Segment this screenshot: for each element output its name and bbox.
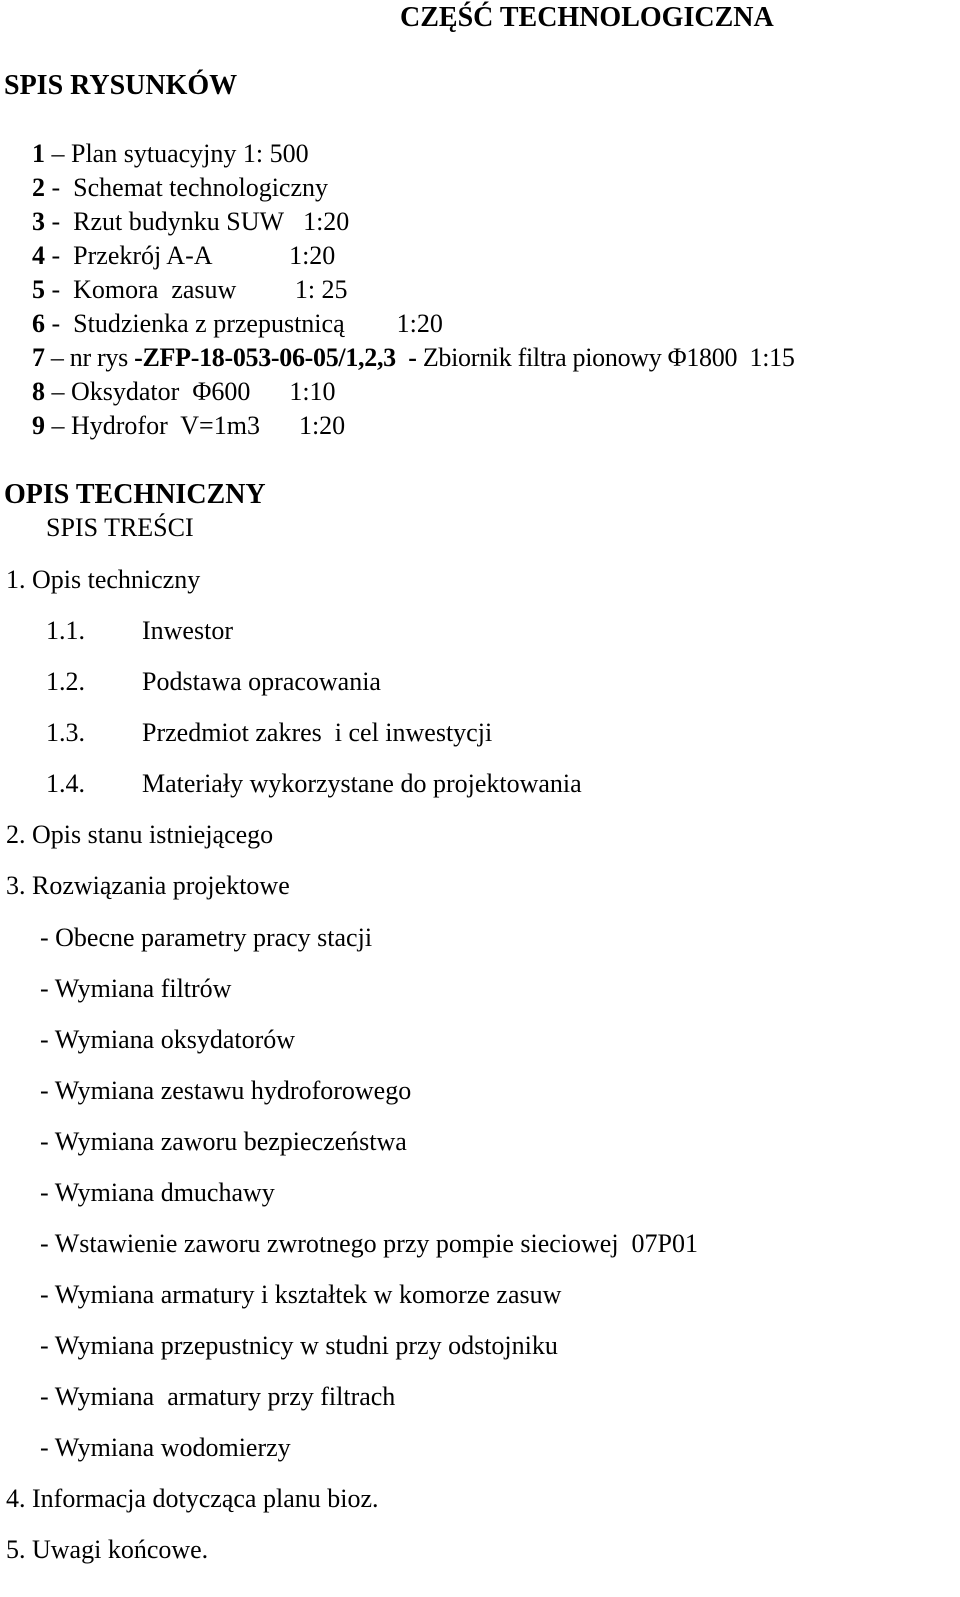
toc-num: 4. [6,1484,26,1513]
drawings-heading: SPIS RYSUNKÓW [4,70,238,101]
toc-subitem-text: Przedmiot zakres i cel inwestycji [142,718,493,747]
drawing-num: 8 [32,377,45,406]
toc-subitem-text: Materiały wykorzystane do projektowania [142,769,582,798]
drawing-text: – Hydrofor V=1m3 1:20 [45,411,346,440]
drawing-text: Zbiornik filtra pionowy Φ1800 1:15 [416,343,795,372]
toc-subitem: 1.1. [46,616,85,645]
toc-heading: SPIS TREŚCI [46,513,194,542]
toc-subitem: 1.3. [46,718,85,747]
drawing-text: - Rzut budynku SUW 1:20 [45,207,350,236]
toc-bullet: - Obecne parametry pracy stacji [40,923,373,952]
drawing-text: - Przekrój A-A 1:20 [45,241,336,270]
drawing-item [32,277,348,303]
drawing-num: 2 [32,173,45,202]
drawing-num: 6 [32,309,45,338]
toc-bullet: - Wymiana armatury przy filtrach [40,1382,396,1411]
drawing-item [32,243,335,269]
toc-item [6,1486,379,1512]
drawing-item [32,413,345,439]
toc-bullet: - Wymiana przepustnicy w studni przy odstojniku [40,1331,558,1360]
drawing-num: 5 [32,275,45,304]
toc-subitem: 1.4. [46,769,85,798]
toc-num: 3. [6,871,26,900]
toc-num: 2. [6,820,26,849]
toc-subitem: 1.2. [46,667,85,696]
drawing-num: 3 [32,207,45,236]
toc-item [6,567,200,593]
drawing-num: 9 [32,411,45,440]
drawing-num: 1 [32,139,45,168]
toc-text: Opis techniczny [32,565,201,594]
drawing-text: - Schemat technologiczny [45,173,329,202]
toc-num: 1. [6,565,26,594]
toc-text: Uwagi końcowe. [32,1535,209,1564]
drawing-text: – Plan sytuacyjny 1: 500 [45,139,309,168]
drawing-code: -ZFP-18-053-06-05/1,2,3 - [134,343,417,372]
drawing-num: 7 [32,343,45,372]
toc-item [6,822,273,848]
drawing-item [32,379,336,405]
drawing-num: 4 [32,241,45,270]
drawing-text: – nr rys [44,343,135,372]
toc-bullet: - Wstawienie zaworu zwrotnego przy pompie sieciowej 07P01 [40,1229,698,1258]
drawing-text: - Komora zasuw 1: 25 [45,275,348,304]
toc-bullet: - Wymiana zestawu hydroforowego [40,1076,412,1105]
toc-bullet: - Wymiana wodomierzy [40,1433,291,1462]
description-heading: OPIS TECHNICZNY [4,479,266,510]
toc-num: 5. [6,1535,26,1564]
toc-text: Informacja dotycząca planu bioz. [32,1484,379,1513]
toc-subitem-text: Inwestor [142,616,233,645]
toc-bullet: - Wymiana dmuchawy [40,1178,275,1207]
toc-text: Opis stanu istniejącego [32,820,274,849]
drawing-item [32,209,349,235]
toc-item [6,873,290,899]
drawing-text: - Studzienka z przepustnicą 1:20 [45,309,443,338]
toc-bullet: - Wymiana oksydatorów [40,1025,296,1054]
section-title: CZĘŚĆ TECHNOLOGICZNA [400,2,774,33]
drawing-item [32,141,309,167]
toc-bullet: - Wymiana armatury i kształtek w komorze zasuw [40,1280,562,1309]
drawing-item [32,345,795,371]
toc-bullet: - Wymiana filtrów [40,974,232,1003]
drawing-item [32,175,328,201]
toc-item [6,1537,208,1563]
toc-bullet: - Wymiana zaworu bezpieczeństwa [40,1127,407,1156]
drawing-text: – Oksydator Φ600 1:10 [45,377,336,406]
toc-text: Rozwiązania projektowe [32,871,290,900]
drawing-item [32,311,443,337]
toc-subitem-text: Podstawa opracowania [142,667,381,696]
